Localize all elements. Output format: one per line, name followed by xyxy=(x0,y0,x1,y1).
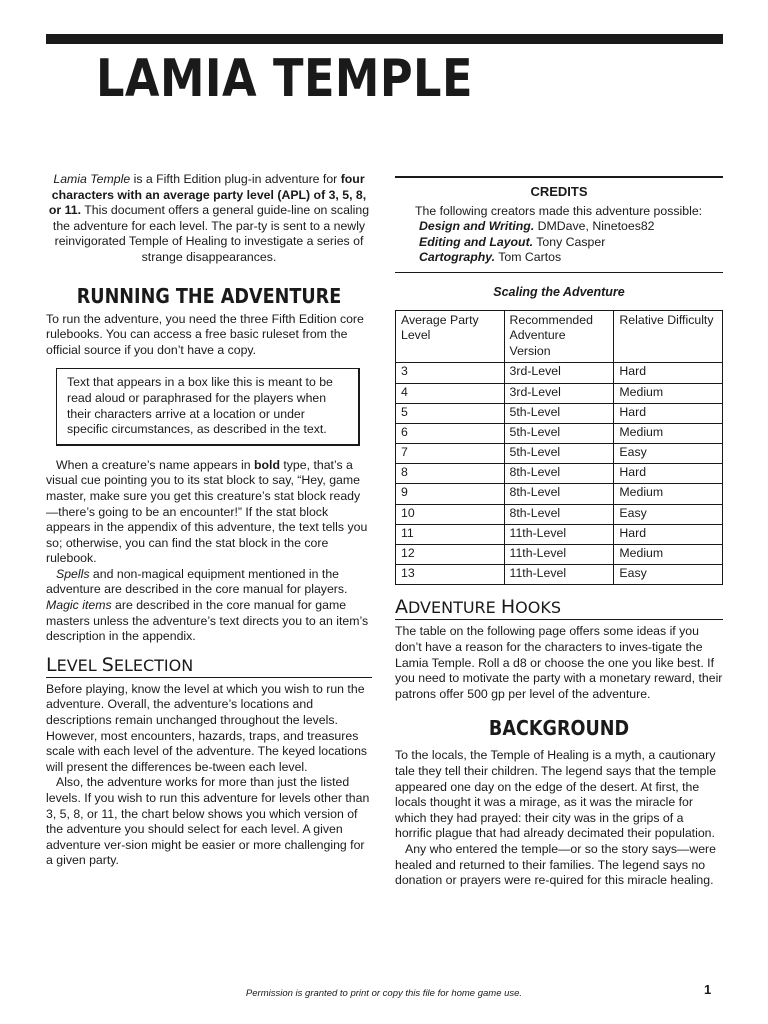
table-header-cell: Relative Difficulty xyxy=(614,310,723,363)
hooks-heading-rest-2: OOKS xyxy=(515,598,561,618)
level-paragraph-2: Also, the adventure works for more than just the listed levels. If you wish to run this adventure for levels other than 3, 5, 8, or 11, the chart below shows you which version of the adventure you should select for each level. A given adventure ver-sion might be easier or more challenging for a given party. xyxy=(46,775,370,868)
hooks-heading-rest-1: DVENTURE xyxy=(408,598,501,618)
table-cell: 8th-Level xyxy=(504,484,614,504)
table-row xyxy=(396,504,723,524)
hooks-paragraph: The table on the following page offers some ideas if you don’t have a reason for the characters to inves-tigate the Lamia Temple. Roll a d8 or choose the one you like best. If you need to motivate the party with a monetary reward, their patrons offer 500 gp per level of the adventure. xyxy=(395,624,723,701)
running-p3-italic: Spells xyxy=(56,566,90,581)
intro-paragraph xyxy=(46,172,372,266)
page-number: 1 xyxy=(704,982,712,997)
table-caption: Scaling the Adventure xyxy=(493,284,625,299)
table-cell: 7 xyxy=(396,444,505,464)
table-cell: 4 xyxy=(396,383,505,403)
running-heading: RUNNING THE ADVENTURE xyxy=(76,283,342,308)
intro-italic: Lamia Temple xyxy=(53,172,131,186)
credit-value: Tom Cartos xyxy=(495,250,562,265)
table-cell: Medium xyxy=(614,423,723,443)
table-cell: Hard xyxy=(614,363,723,383)
hooks-heading-cap-2: H xyxy=(500,596,516,619)
running-p2-bold: bold xyxy=(254,457,280,472)
credit-label: Cartography. xyxy=(419,250,496,265)
footer-note: Permission is granted to print or copy this file for home game use. xyxy=(245,988,523,999)
table-header-cell: Recommended Adventure Version xyxy=(504,310,614,363)
table-cell: 5th-Level xyxy=(504,403,614,423)
table-cell: Medium xyxy=(614,383,723,403)
level-selection-heading xyxy=(46,655,372,678)
table-cell: 12 xyxy=(396,545,505,565)
level-heading-rest-2: ELECTION xyxy=(113,655,194,675)
level-heading-cap-1: L xyxy=(46,653,57,676)
running-paragraph-1: To run the adventure, you need the three Fifth Edition core rulebooks. You can access a free basic ruleset from the official source if you don’t have a copy. xyxy=(46,311,364,357)
scaling-table xyxy=(395,310,723,586)
table-row xyxy=(396,524,723,544)
credits-intro: The following creators made this adventure possible: xyxy=(415,203,703,218)
running-paragraph-2 xyxy=(46,458,372,567)
credit-lines xyxy=(405,219,713,266)
background-heading: BACKGROUND xyxy=(488,716,630,741)
table-cell: Medium xyxy=(614,484,723,504)
running-p3-text-b: are described in the core manual for game masters unless the adventure’s text directs you to an item’s description in the appendix. xyxy=(46,598,369,644)
read-aloud-text: Text that appears in a box like this is meant to be read aloud or paraphrased for the players when their characters arrive at a location or under specific circumstances, as described in the text. xyxy=(67,375,333,437)
credit-line xyxy=(405,235,713,251)
table-row xyxy=(396,565,723,585)
background-paragraph-2: Any who entered the temple—or so the story says—were healed and returned to their families. The legend says no donation or prayers were re-quired for this miracle healing. xyxy=(395,841,716,888)
credit-line xyxy=(405,219,713,235)
table-cell: 9 xyxy=(396,484,505,504)
credit-value: Tony Casper xyxy=(533,234,606,249)
running-p3-text-a: and non-magical equipment mentioned in the adventure are described in the core manual for players. xyxy=(46,566,348,597)
table-body xyxy=(396,363,723,585)
level-heading-cap-2: S xyxy=(101,653,114,676)
table-cell: Medium xyxy=(614,545,723,565)
running-p2-text-b: type, that’s a visual cue pointing you to its stat block to say, “Hey, game master, make sure you get this creature’s stat block ready—there’s going to be an encounter!” If the stat block appears in the appendix of this adventure, the text tells you so; otherwise, you can find the stat block in the core rulebook. xyxy=(46,457,368,566)
running-paragraph-3 xyxy=(46,567,372,645)
table-cell: 5th-Level xyxy=(504,423,614,443)
hooks-heading-cap-1: A xyxy=(395,596,408,619)
hooks-heading xyxy=(395,597,723,620)
table-row xyxy=(396,423,723,443)
credits-title: CREDITS xyxy=(530,184,588,199)
running-p3-italic-2: Magic items xyxy=(46,598,112,613)
page-title: LAMIA TEMPLE xyxy=(96,49,473,109)
table-cell: Hard xyxy=(614,524,723,544)
table-cell: Easy xyxy=(614,444,723,464)
table-row xyxy=(396,403,723,423)
background-paragraph-1: To the locals, the Temple of Healing is a myth, a cautionary tale they tell their children. The legend says that the temple appeared one day on the edge of the desert. At first, the locals thought it was a mirage, as it was the miracle for which they had prayed: their city was in the grips of a horrific plague that had already decimated their population. xyxy=(395,748,717,841)
credit-value: DMDave, Ninetoes82 xyxy=(534,219,655,234)
intro-bold: four characters with an average party level (APL) of 3, 5, 8, or 11. xyxy=(48,172,367,218)
table-row xyxy=(396,484,723,504)
table-cell: 8 xyxy=(396,464,505,484)
left-column xyxy=(46,172,372,869)
table-row xyxy=(396,383,723,403)
table-cell: Hard xyxy=(614,403,723,423)
table-cell: 11th-Level xyxy=(504,545,614,565)
table-cell: 6 xyxy=(396,423,505,443)
right-column xyxy=(395,172,723,889)
table-cell: 5 xyxy=(396,403,505,423)
table-cell: 11 xyxy=(396,524,505,544)
table-row xyxy=(396,464,723,484)
table-cell: 3 xyxy=(396,363,505,383)
table-cell: 3rd-Level xyxy=(504,363,614,383)
table-cell: 3rd-Level xyxy=(504,383,614,403)
table-cell: 8th-Level xyxy=(504,504,614,524)
credit-line xyxy=(405,250,713,266)
intro-text-1: is a Fifth Edition plug-in adventure for xyxy=(130,172,341,186)
table-cell: Hard xyxy=(614,464,723,484)
level-paragraph-1: Before playing, know the level at which you wish to run the adventure. Overall, the adventure’s locations and descriptions remain unchanged throughout the levels. However, most encounters, hazards, traps, and treasures scale with each level of the adventure. The keyed locations will present the differences be-tween each level. xyxy=(46,681,368,774)
table-cell: 8th-Level xyxy=(504,464,614,484)
table-header-cell: Average Party Level xyxy=(396,310,505,363)
table-row xyxy=(396,545,723,565)
table-row xyxy=(396,363,723,383)
table-cell: Easy xyxy=(614,565,723,585)
table-cell: 11th-Level xyxy=(504,565,614,585)
table-header-row xyxy=(396,310,723,363)
table-cell: 10 xyxy=(396,504,505,524)
credit-label: Design and Writing. xyxy=(419,219,535,234)
read-aloud-box xyxy=(56,368,360,445)
credit-label: Editing and Layout. xyxy=(419,234,534,249)
table-cell: 11th-Level xyxy=(504,524,614,544)
table-cell: 13 xyxy=(396,565,505,585)
intro-text-2: This document offers a general guide-line on scaling the adventure for each level. The par-ty is sent to a newly reinvigorated Temple of Healing to investigate a series of strange disappearances. xyxy=(52,203,370,264)
table-row xyxy=(396,444,723,464)
title-rule xyxy=(46,34,723,44)
table-cell: Easy xyxy=(614,504,723,524)
running-p2-text-a: When a creature’s name appears in xyxy=(56,457,254,472)
level-heading-rest-1: EVEL xyxy=(56,655,102,675)
credits-box xyxy=(395,176,723,273)
table-cell: 5th-Level xyxy=(504,444,614,464)
